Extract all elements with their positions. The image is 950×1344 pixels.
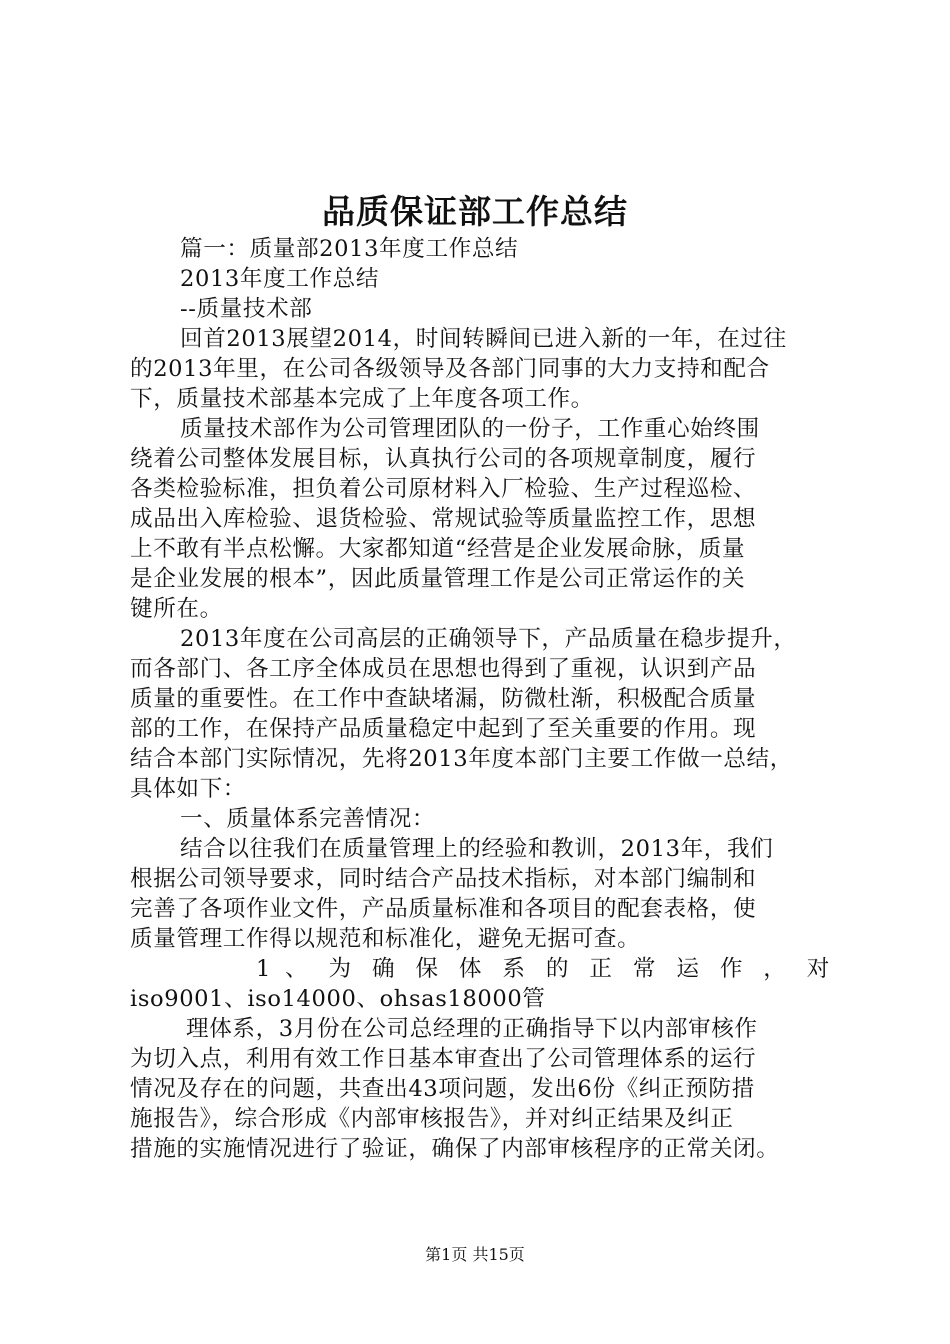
text-line: 根据公司领导要求，同时结合产品技术指标，对本部门编制和	[130, 866, 757, 892]
text-line: 各类检验标准，担负着公司原材料入厂检验、生产过程巡检、	[130, 476, 757, 502]
text-line: 绕着公司整体发展目标，认真执行公司的各项规章制度，履行	[130, 446, 757, 472]
text-line: 结合以往我们在质量管理上的经验和教训，2013年，我们	[180, 836, 774, 862]
text-line: 质量的重要性。在工作中查缺堵漏，防微杜渐，积极配合质量	[130, 686, 757, 712]
text-line: 结合本部门实际情况，先将2013年度本部门主要工作做一总结，	[130, 746, 793, 772]
text-line: 的2013年里，在公司各级领导及各部门同事的大力支持和配合	[130, 356, 770, 382]
text-line: 施报告》，综合形成《内部审核报告》，并对纠正结果及纠正	[130, 1106, 734, 1132]
text-line: 下，质量技术部基本完成了上年度各项工作。	[130, 386, 594, 412]
document-body	[130, 234, 830, 1164]
text-line: 2013年度工作总结	[180, 266, 380, 292]
text-line: iso9001、iso14000、ohsas18000管	[130, 986, 546, 1012]
text-line: 为切入点，利用有效工作日基本审查出了公司管理体系的运行	[130, 1046, 757, 1072]
text-line: 回首2013展望2014，时间转瞬间已进入新的一年，在过往	[180, 326, 787, 352]
text-line: 篇一：质量部2013年度工作总结	[180, 236, 519, 262]
page-number-footer: 第1页 共15页	[425, 1245, 525, 1264]
text-line: 键所在。	[130, 596, 223, 622]
text-line: 质量技术部作为公司管理团队的一份子，工作重心始终围	[180, 416, 760, 442]
text-line: 质量管理工作得以规范和标准化，避免无据可查。	[130, 926, 641, 952]
text-line: 部的工作，在保持产品质量稳定中起到了至关重要的作用。现	[130, 716, 757, 742]
text-line: 情况及存在的问题，共查出43项问题，发出6份《纠正预防措	[130, 1076, 755, 1102]
text-line: 一、质量体系完善情况：	[180, 806, 436, 832]
text-line: 1 、 为 确 保 体 系 的 正 常 运 作 ， 对	[256, 956, 830, 982]
text-line: 而各部门、各工序全体成员在思想也得到了重视，认识到产品	[130, 656, 757, 682]
text-line: 措施的实施情况进行了验证，确保了内部审核程序的正常关闭。	[130, 1136, 780, 1162]
text-line: 完善了各项作业文件，产品质量标准和各项目的配套表格，使	[130, 896, 757, 922]
text-line: 上不敢有半点松懈。大家都知道“经营是企业发展命脉，质量	[130, 536, 746, 562]
text-line: 2013年度在公司高层的正确领导下，产品质量在稳步提升，	[180, 626, 797, 652]
text-line: 理体系，3月份在公司总经理的正确指导下以内部审核作	[186, 1016, 758, 1042]
text-line: 成品出入库检验、退货检验、常规试验等质量监控工作，思想	[130, 506, 757, 532]
text-line: 具体如下：	[130, 776, 246, 802]
text-line: --质量技术部	[180, 296, 313, 322]
text-line: 是企业发展的根本”，因此质量管理工作是公司正常运作的关	[130, 566, 746, 592]
document-title: 品质保证部工作总结	[322, 192, 628, 231]
